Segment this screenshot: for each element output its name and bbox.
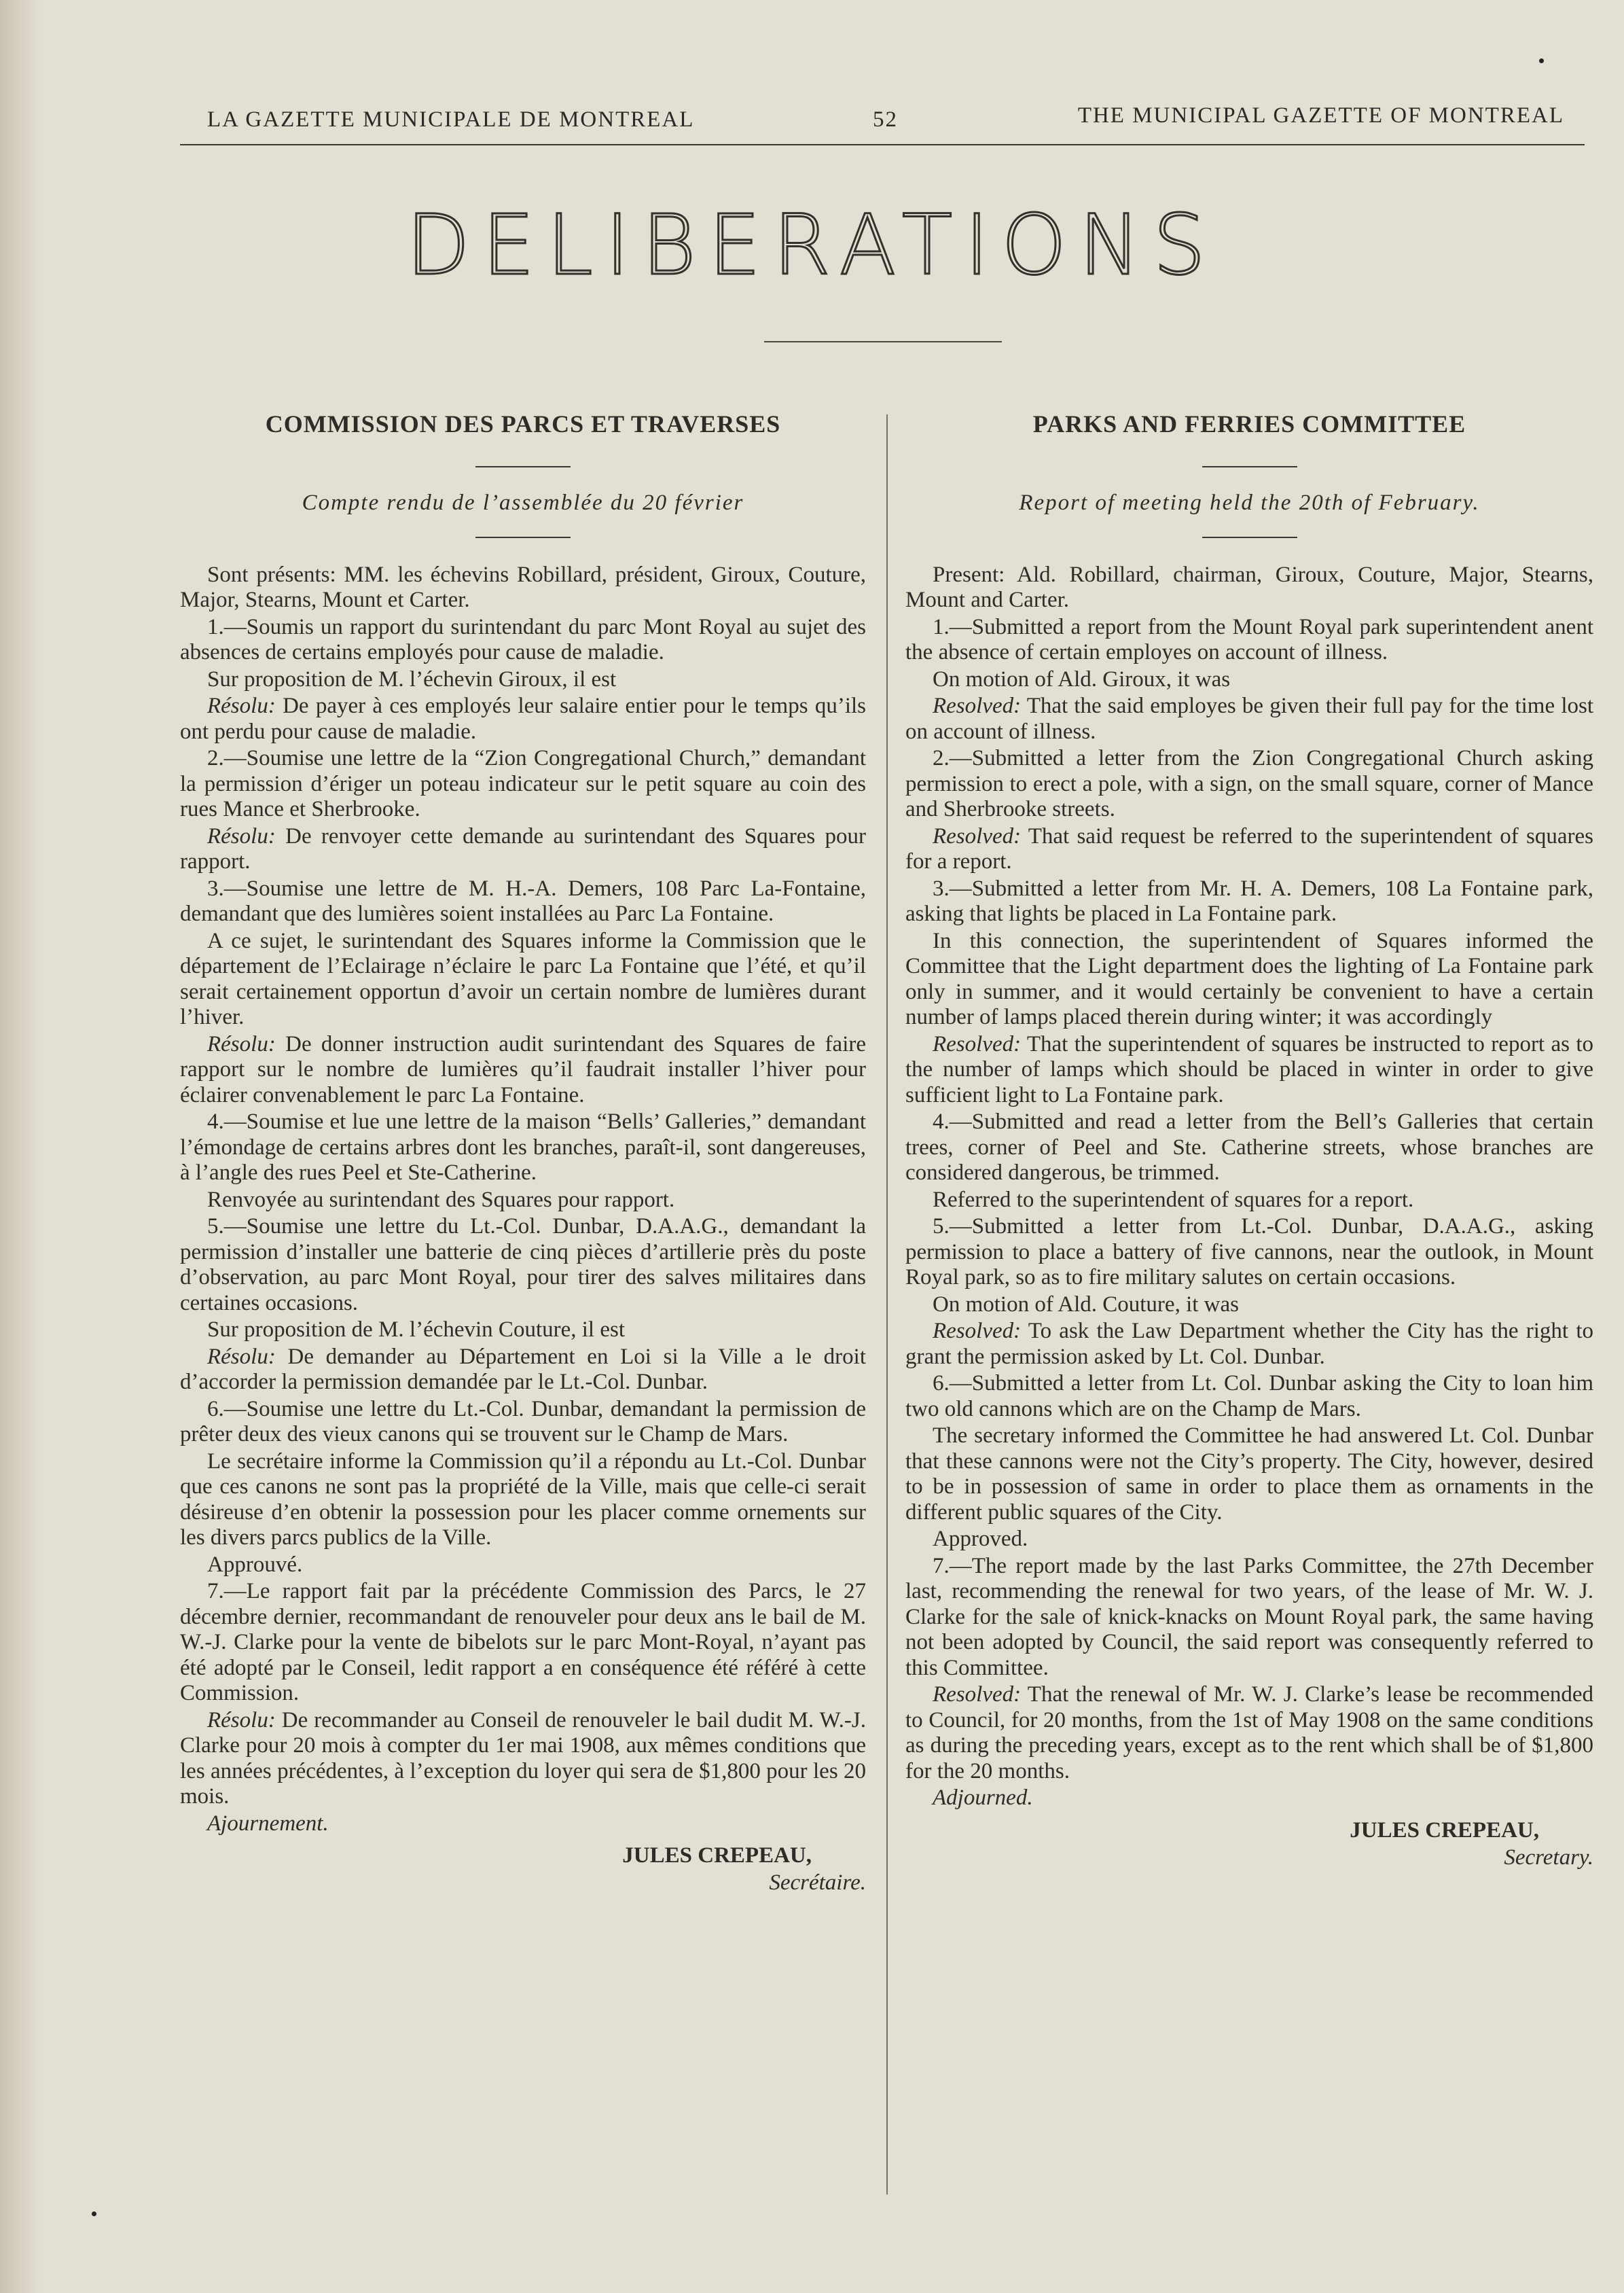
english-signature [905, 1817, 1593, 1871]
english-signature-role: Secretary. [1504, 1845, 1593, 1870]
page-title: DELIBERATIONS [406, 197, 1218, 294]
english-paragraph: Resolved: That the said employes be given their full pay for the time lost on account of illness. [905, 694, 1593, 744]
header-french-title: LA GAZETTE MUNICIPALE DE MONTREAL [207, 107, 695, 132]
french-subtitle: Compte rendu de l’assemblée du 20 février [302, 491, 744, 515]
french-paragraph: 1.—Soumis un rapport du surintendant du parc Mont Royal au sujet des absences de certains employés pour cause de maladie. [180, 614, 866, 664]
english-heading-rule [1202, 466, 1297, 467]
french-paragraph: Résolu: De renvoyer cette demande au surintendant des Squares pour rapport. [180, 823, 866, 874]
french-paragraph: Approuvé. [207, 1552, 303, 1577]
french-paragraph: Sur proposition de M. l’échevin Giroux, il est [207, 666, 617, 692]
english-paragraph: 3.—Submitted a letter from Mr. H. A. Demers, 108 La Fontaine park, asking that lights be placed in La Fontaine park. [905, 876, 1593, 926]
french-adjourned: Ajournement. [207, 1811, 329, 1836]
french-paragraph: Le secrétaire informe la Commission qu’il a répondu au Lt.-Col. Dunbar que ces canons ne sont pas la propriété de la Ville, mais que celle-ci serait désireuse d’en obtenir la possession pour les placer comme ornements sur les divers parcs publics de la Ville. [180, 1448, 866, 1550]
french-subtitle-rule [475, 537, 571, 538]
binding-shadow [0, 0, 41, 2293]
french-paragraph: Sur proposition de M. l’échevin Couture, il est [207, 1317, 625, 1342]
english-paragraph: Resolved: That the renewal of Mr. W. J. Clarke’s lease be recommended to Council, for 20 months, from the 1st of May 1908 on the same conditions as during the preceding years, except as to the rent which shall be of $1,800 for the 20 months. [905, 1682, 1593, 1783]
paper-speck [1539, 58, 1544, 63]
english-paragraph: 6.—Submitted a letter from Lt. Col. Dunbar asking the City to loan him two old cannons which are on the Champ de Mars. [905, 1371, 1593, 1421]
english-paragraph: The secretary informed the Committee he had answered Lt. Col. Dunbar that these cannons were not the City’s property. The City, however, desired to be in possession of same in order to place them as ornaments in the different public squares of the City. [905, 1423, 1593, 1525]
french-heading: COMMISSION DES PARCS ET TRAVERSES [265, 410, 781, 438]
french-heading-rule [475, 466, 571, 467]
french-paragraph: Résolu: De donner instruction audit surintendant des Squares de faire rapport sur le nombre de lumières qu’il faudrait installer l’hiver pour éclairer convenablement le parc La Fontaine. [180, 1031, 866, 1107]
english-adjourned: Adjourned. [933, 1785, 1033, 1810]
english-paragraph: 2.—Submitted a letter from the Zion Congregational Church asking permission to erect a pole, with a sign, on the small square, corner of Mance and Sherbrooke streets. [905, 746, 1593, 821]
english-subtitle: Report of meeting held the 20th of February. [1019, 491, 1480, 515]
french-paragraph: 6.—Soumise une lettre du Lt.-Col. Dunbar, demandant la permission de prêter deux des vieux canons qui se trouvent sur le Champ de Mars. [180, 1396, 866, 1446]
french-signature-role: Secrétaire. [769, 1870, 866, 1895]
english-paragraph: 7.—The report made by the last Parks Committee, the 27th December last, recommending the renewal for two years, of the lease of Mr. W. J. Clarke for the sale of knick-knacks on Mount Royal park, the same having not been adopted by Council, the said report was consequently referred to this Committee. [905, 1553, 1593, 1680]
english-paragraph: 5.—Submitted a letter from Lt.-Col. Dunbar, D.A.A.G., asking permission to place a battery of five cannons, near the outlook, in Mount Royal park, so as to fire military salutes on certain occasions. [905, 1214, 1593, 1290]
header-english-title: THE MUNICIPAL GAZETTE OF MONTREAL [1077, 103, 1564, 128]
english-paragraph: In this connection, the superintendent of Squares informed the Committee that the Light department does the lighting of La Fontaine park only in summer, and it would certainly be convenient to have a certain number of lamps placed therein during winter; it was accordingly [905, 928, 1593, 1029]
english-subtitle-rule [1202, 537, 1297, 538]
french-paragraph: Résolu: De demander au Département en Loi si la Ville a le droit d’accorder la permission demandée par le Lt.-Col. Dunbar. [180, 1344, 866, 1394]
column-divider [886, 414, 888, 2194]
french-paragraph: 7.—Le rapport fait par la précédente Commission des Parcs, le 27 décembre dernier, recommandant de renouveler pour deux ans le bail de M. W.-J. Clarke pour la vente de bibelots sur le parc Mont-Royal, n’ayant pas été adopté par le Conseil, ledit rapport a en conséquence été référé à cette Commission. [180, 1579, 866, 1705]
english-column [905, 401, 1593, 1871]
english-paragraph: Referred to the superintendent of squares for a report. [933, 1187, 1414, 1212]
french-paragraph: Renvoyée au surintendant des Squares pour rapport. [207, 1187, 675, 1212]
french-paragraph: A ce sujet, le surintendant des Squares informe la Commission que le département de l’Eclairage n’éclaire le parc La Fontaine que l’été, et qu’il serait certainement opportun d’avoir un certain nombre de lumières durant l’hiver. [180, 928, 866, 1029]
page-number: 52 [873, 107, 898, 132]
french-signature-name: JULES CREPEAU, [622, 1843, 812, 1868]
english-paragraph: 1.—Submitted a report from the Mount Royal park superintendent anent the absence of certain employes on account of illness. [905, 614, 1593, 664]
french-signature [180, 1842, 866, 1896]
french-paragraph: Résolu: De payer à ces employés leur salaire entier pour le temps qu’ils ont perdu pour cause de maladie. [180, 694, 866, 744]
french-paragraph: 2.—Soumise une lettre de la “Zion Congregational Church,” demandant la permission d’ériger un poteau indicateur sur le petit square au coin des rues Mance et Sherbrooke. [180, 746, 866, 821]
french-minutes [180, 563, 866, 1810]
english-minutes [905, 563, 1593, 1785]
french-column [180, 401, 866, 1896]
english-signature-name: JULES CREPEAU, [1350, 1817, 1539, 1843]
english-paragraph: Resolved: To ask the Law Department whether the City has the right to grant the permission asked by Lt. Col. Dunbar. [905, 1319, 1593, 1369]
french-paragraph: Sont présents: MM. les échevins Robillard, président, Giroux, Couture, Major, Stearns, Mount et Carter. [180, 562, 866, 612]
english-paragraph: Present: Ald. Robillard, chairman, Giroux, Couture, Major, Stearns, Mount and Carter. [905, 562, 1593, 612]
title-rule [764, 341, 1002, 342]
french-paragraph: 4.—Soumise et lue une lettre de la maison “Bells’ Galleries,” demandant l’émondage de certains arbres dont les branches, paraît-il, sont dangereuses, à l’angle des rues Peel et Ste-Catherine. [180, 1109, 866, 1185]
header-rule [180, 144, 1585, 145]
english-heading: PARKS AND FERRIES COMMITTEE [1032, 410, 1466, 438]
french-paragraph: 3.—Soumise une lettre de M. H.-A. Demers, 108 Parc La-Fontaine, demandant que des lumières soient installées au Parc La Fontaine. [180, 876, 866, 926]
english-paragraph: Approved. [933, 1527, 1028, 1551]
english-paragraph: On motion of Ald. Couture, it was [933, 1292, 1239, 1317]
running-header [180, 102, 1585, 149]
french-paragraph: Résolu: De recommander au Conseil de renouveler le bail dudit M. W.-J. Clarke pour 20 mois à compter du 1er mai 1908, aux mêmes conditions que les années précédentes, à l’exception du loyer qui sera de $1,800 pour les 20 mois. [180, 1707, 866, 1809]
english-paragraph: Resolved: That said request be referred to the superintendent of squares for a report. [905, 823, 1593, 874]
paper-speck [92, 2211, 96, 2216]
french-paragraph: 5.—Soumise une lettre du Lt.-Col. Dunbar, D.A.A.G., demandant la permission d’installer une batterie de cinq pièces d’artillerie près du poste d’observation, au parc Mont Royal, pour tirer des salves militaires dans certaines occasions. [180, 1214, 866, 1315]
english-paragraph: On motion of Ald. Giroux, it was [933, 666, 1231, 692]
english-paragraph: Resolved: That the superintendent of squares be instructed to report as to the number of lamps which should be placed in winter in order to give sufficient light to La Fontaine park. [905, 1031, 1593, 1107]
english-paragraph: 4.—Submitted and read a letter from the Bell’s Galleries that certain trees, corner of Peel and Ste. Catherine streets, whose branches are considered dangerous, be trimmed. [905, 1109, 1593, 1185]
